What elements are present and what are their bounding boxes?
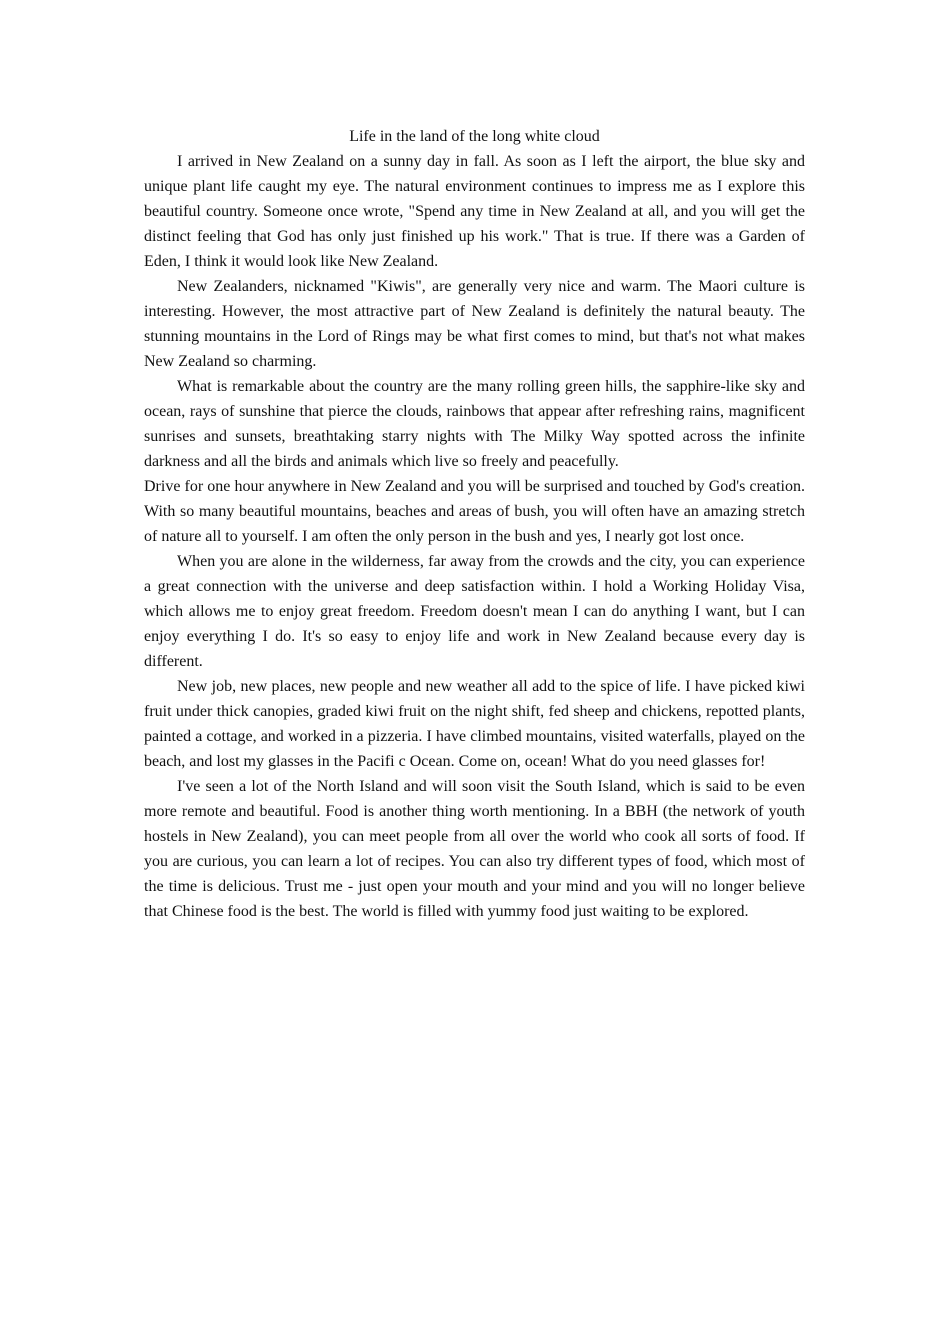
document-title: Life in the land of the long white cloud: [349, 128, 600, 145]
paragraph-wilderness: When you are alone in the wilderness, far away from the crowds and the city, you can experience a great connection with the universe and deep satisfaction within. I hold a Working Holiday Visa, which allows me to enjoy great freedom. Freedom doesn't mean I can do anything I want, but I can enjoy everything I do. It's so easy to enjoy life and work in New Zealand because every day is different.: [144, 553, 805, 670]
document-page: [144, 124, 805, 924]
paragraph-kiwis: New Zealanders, nicknamed "Kiwis", are generally very nice and warm. The Maori culture is interesting. However, the most attractive part of New Zealand is definitely the natural beauty. The stunning mountains in the Lord of Rings may be what first comes to mind, but that's not what makes New Zealand so charming.: [144, 278, 805, 370]
paragraph-drive: Drive for one hour anywhere in New Zealand and you will be surprised and touched by God's creation. With so many beautiful mountains, beaches and areas of bush, you will often have an amazing stretch of nature all to yourself. I am often the only person in the bush and yes, I nearly got lost once.: [144, 478, 805, 545]
paragraph-arrival: I arrived in New Zealand on a sunny day in fall. As soon as I left the airport, the blue sky and unique plant life caught my eye. The natural environment continues to impress me as I explore this beautiful country. Someone once wrote, "Spend any time in New Zealand at all, and you will get the distinct feeling that God has only just finished up his work." That is true. If there was a Garden of Eden, I think it would look like New Zealand.: [144, 153, 805, 270]
paragraph-remarkable: What is remarkable about the country are the many rolling green hills, the sapphire-like sky and ocean, rays of sunshine that pierce the clouds, rainbows that appear after refreshing rains, magnificent sunrises and sunsets, breathtaking starry nights with The Milky Way spotted across the infinite darkness and all the birds and animals which live so freely and peacefully.: [144, 378, 805, 470]
paragraph-new-job: New job, new places, new people and new weather all add to the spice of life. I have picked kiwi fruit under thick canopies, graded kiwi fruit on the night shift, fed sheep and chickens, repotted plants, painted a cottage, and worked in a pizzeria. I have climbed mountains, visited waterfalls, played on the beach, and lost my glasses in the Pacifi c Ocean. Come on, ocean! What do you need glasses for!: [144, 678, 805, 770]
paragraph-food: I've seen a lot of the North Island and will soon visit the South Island, which is said to be even more remote and beautiful. Food is another thing worth mentioning. In a BBH (the network of youth hostels in New Zealand), you can meet people from all over the world who cook all sorts of food. If you are curious, you can learn a lot of recipes. You can also try different types of food, which most of the time is delicious. Trust me - just open your mouth and your mind and you will no longer believe that Chinese food is the best. The world is filled with yummy food just waiting to be explored.: [144, 778, 805, 920]
